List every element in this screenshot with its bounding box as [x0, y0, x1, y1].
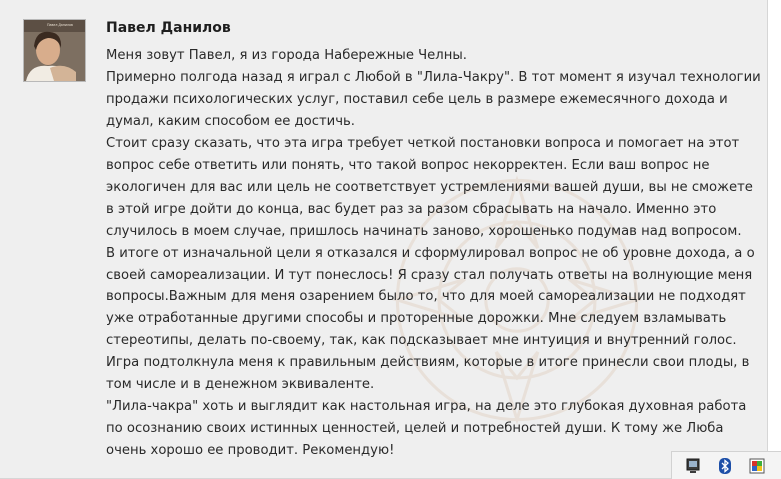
review-line: в этой игре дойти до конца, вас будет раз за разом сбрасывать на начало. Именно это: [106, 201, 717, 217]
review-line: том числе и в денежном эквиваленте.: [106, 377, 375, 393]
avatar[interactable]: [23, 19, 86, 82]
review-line: по осознанию своих истинных ценностей, целей и потребностей души. К тому же Люба: [106, 421, 724, 437]
review-line: вопрос себе ответить или понять, что такой вопрос некорректен. Если ваш вопрос не: [106, 157, 710, 173]
review-line: продажи психологических услуг, поставил себе цель в размере ежемесячного дохода и: [106, 91, 728, 107]
review-line: Игра подтолкнула меня к правильным действиям, которые в итоге принесли свои плоды, в: [106, 355, 750, 371]
review-text: [106, 45, 762, 462]
review-line: Примерно полгода назад я играл с Любой в "Лила-Чакру". В тот момент я изучал технологии: [106, 69, 761, 85]
review-author[interactable]: Павел Данилов: [106, 20, 231, 36]
system-tray: [671, 451, 781, 479]
review-line: стереотипы, делать по-своему, так, как подсказывает мне интуиция и внутренний голос.: [106, 333, 737, 349]
review-line: Стоит сразу сказать, что эта игра требует четкой постановки вопроса и помогает на этот: [106, 135, 740, 151]
review-line: очень хорошо ее проводит. Рекомендую!: [106, 443, 395, 459]
monitor-icon[interactable]: [684, 457, 702, 475]
avatar-caption: Павел Данилов: [47, 23, 73, 27]
review-line: В итоге от изначальной цели я отказался и сформулировал вопрос не об уровне дохода, а о: [106, 245, 755, 261]
review-line: экологичен для вас или цель не соответствует устремлениями вашей души, вы не сможете: [106, 179, 753, 195]
review-line: вопросы.Важным для меня озарением было то, что для моей самореализации не подходят: [106, 289, 746, 305]
review-line: "Лила-чакра" хоть и выглядит как настольная игра, на деле это глубокая духовная работа: [106, 399, 747, 415]
review-line: Меня зовут Павел, я из города Набережные Челны.: [106, 48, 467, 63]
review-line: своей самореализации. И тут понеслось! Я сразу стал получать ответы на волнующие меня: [106, 267, 753, 283]
review-line: уже отработанные другими способы и проторенные дорожки. Мне следуем взламывать: [106, 311, 727, 327]
flag-icon[interactable]: [748, 457, 766, 475]
avatar-photo: [24, 20, 85, 81]
bluetooth-icon[interactable]: [716, 457, 734, 475]
review-line: думал, каким способом ее достичь.: [106, 113, 355, 129]
review-line: случилось в моем случае, пришлось начинать заново, хорошенько подумав над вопросом.: [106, 223, 742, 239]
